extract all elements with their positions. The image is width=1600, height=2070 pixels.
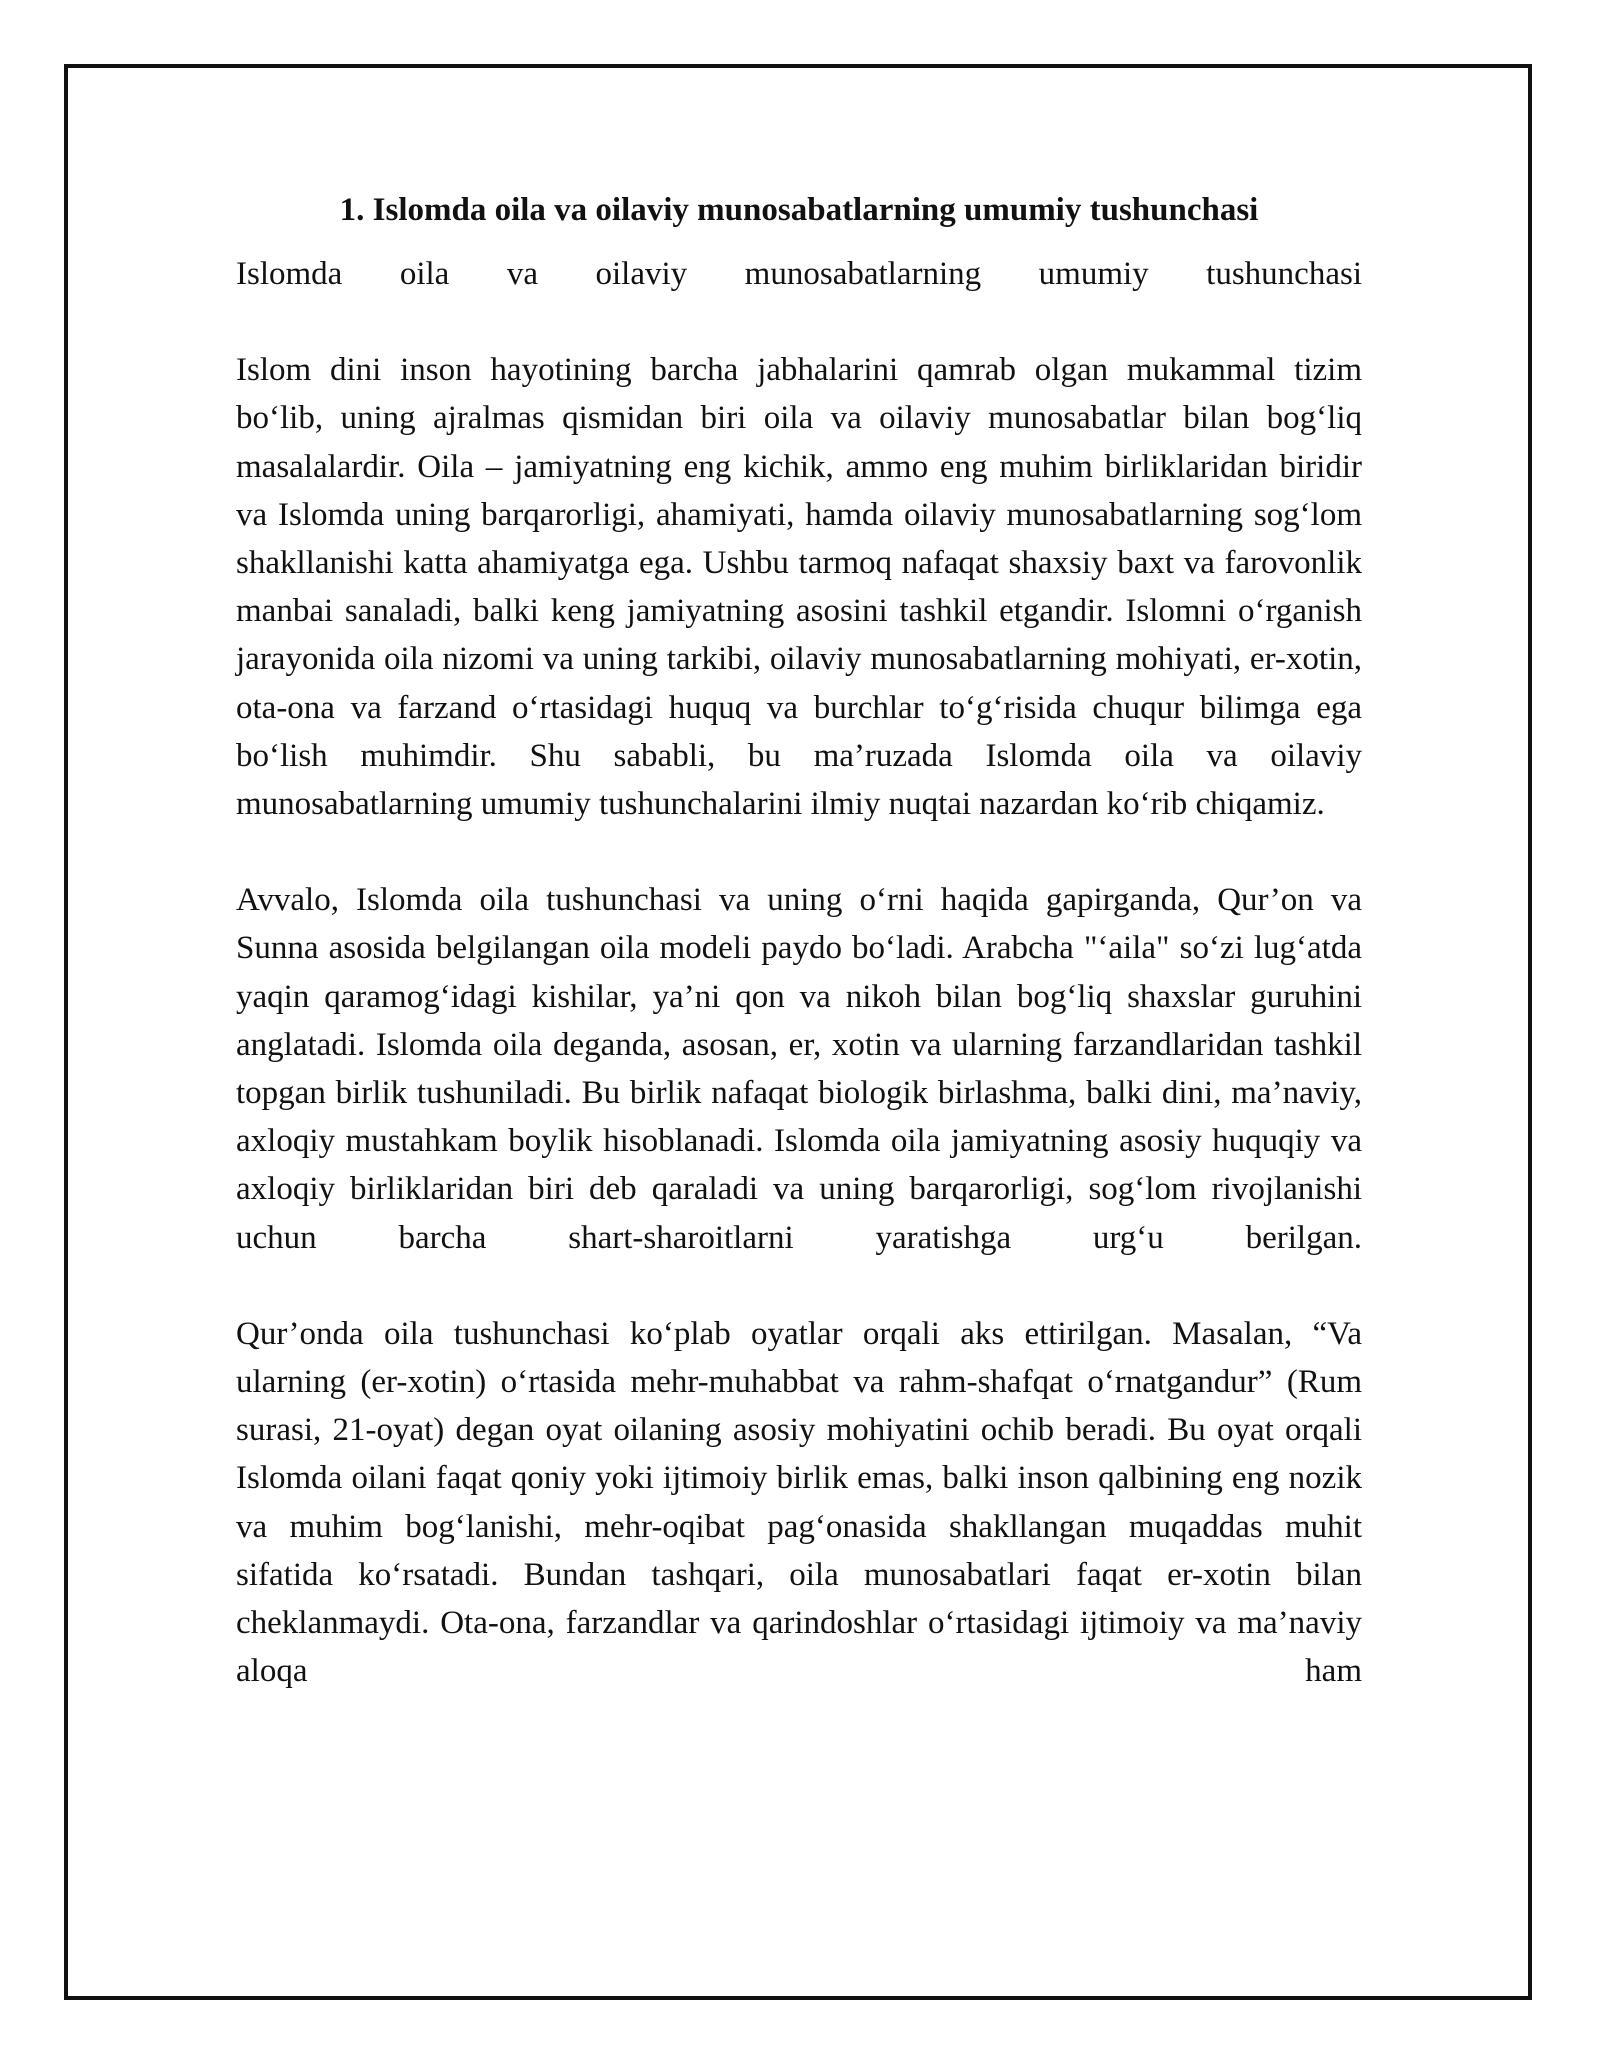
document-body: [236, 186, 1362, 1743]
paragraph-quran: Qur’onda oila tushunchasi ko‘plab oyatlar orqali aks ettirilgan. Masalan, “Va ularning (er-xotin) o‘rtasida mehr-muhabbat va rahm-shafqat o‘rnatgandur” (Rum surasi, 21-oyat) degan oyat oilaning asosiy mohiyatini ochib beradi. Bu oyat orqali Islomda oilani faqat qoniy yoki ijtimoiy birlik emas, balki inson qalbining eng nozik va muhim bog‘lanishi, mehr-oqibat pag‘onasida shakllangan muqaddas muhit sifatida ko‘rsatadi. Bundan tashqari, oila munosabatlari faqat er-xotin bilan cheklanmaydi. Ota-ona, farzandlar va qarindoshlar o‘rtasidagi ijtimoiy va ma’naviy aloqa ham: [236, 1315, 1362, 1690]
paragraph-family-concept: Avvalo, Islomda oila tushunchasi va uning o‘rni haqida gapirganda, Qur’on va Sunna asosida belgilangan oila modeli paydo bo‘ladi. Arabcha "‘aila" so‘zi lug‘atda yaqin qaramog‘idagi kishilar, ya’ni qon va nikoh bilan bog‘liq shaxslar guruhini anglatadi. Islomda oila deganda, asosan, er, xotin va ularning farzandlaridan tashkil topgan birlik tushuniladi. Bu birlik nafaqat biologik birlashma, balki dini, ma’naviy, axloqiy mustahkam boylik hisoblanadi. Islomda oila jamiyatning asosiy huquqiy va axloqiy birliklaridan biri deb qaraladi va uning barqarorligi, sog‘lom rivojlanishi uchun barcha shart-sharoitlarni yaratishga urg‘u berilgan.: [236, 882, 1362, 1256]
document-title: 1. Islomda oila va oilaviy munosabatlarning umumiy tushunchasi: [339, 192, 1259, 228]
paragraph-intro: Islom dini inson hayotining barcha jabhalarini qamrab olgan mukammal tizim bo‘lib, uning ajralmas qismidan biri oila va oilaviy munosabatlar bilan bog‘liq masalalardir. Oila – jamiyatning eng kichik, ammo eng muhim birliklaridan biridir va Islomda uning barqarorligi, ahamiyati, hamda oilaviy munosabatlarning sog‘lom shakllanishi katta ahamiyatga ega. Ushbu tarmoq nafaqat shaxsiy baxt va farovonlik manbai sanaladi, balki keng jamiyatning asosini tashkil etgandir. Islomni o‘rganish jarayonida oila nizomi va uning tarkibi, oilaviy munosabatlarning mohiyati, er-xotin, ota-ona va farzand o‘rtasidagi huquq va burchlar to‘g‘risida chuqur bilimga ega bo‘lish muhimdir. Shu sababli, bu ma’ruzada Islomda oila va oilaviy munosabatlarning umumiy tushunchalarini ilmiy nuqtai nazardan ko‘rib chiqamiz.: [236, 352, 1362, 823]
paragraph-subtitle: Islomda oila va oilaviy munosabatlarning umumiy tushunchasi: [236, 256, 1362, 292]
